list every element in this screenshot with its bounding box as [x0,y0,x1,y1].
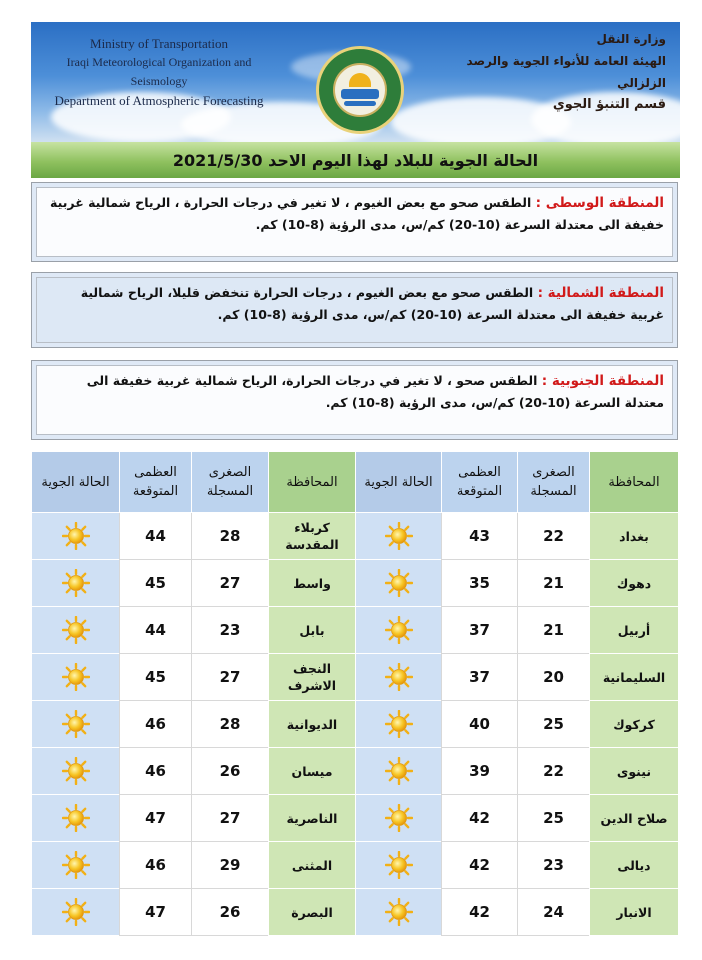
governorate-cell [269,889,356,936]
max-temp-cell: 44 [120,513,192,560]
sunny-icon [62,670,90,685]
region-central-forecast: الطقس صحو مع بعض الغيوم ، لا تغير في درجات الحرارة ، الرياح شمالية غربية خفيفة الى معتدلة السرعة (10-20) كم/س، مدى الرؤية (8-10) كم. [50,195,664,232]
governorate-name: البصرة [291,904,333,920]
region-central [31,182,678,262]
table-row [32,701,679,748]
region-south [31,360,678,440]
min-temp-cell: 28 [192,513,269,560]
max-temp-cell: 45 [120,560,192,607]
region-north-forecast: الطقس صحو مع بعض الغيوم ، درجات الحرارة تنخفض قليلا، الرياح شمالية غربية خفيفة الى معتدلة السرعة (10-20) كم/س، مدى الرؤية (8-10) كم. [80,285,664,322]
sky-condition-cell [356,513,442,560]
governorate-name: الانبار [616,904,652,920]
sunny-icon [385,576,413,591]
table-row [32,889,679,936]
table-row [32,513,679,560]
ministry-arabic [436,28,666,116]
governorate-cell [590,560,679,607]
sunny-icon [385,811,413,826]
governorate-name: ميسان [291,763,333,779]
governorate-cell [590,748,679,795]
governorate-name: دهوك [616,575,652,591]
table-row [32,654,679,701]
governorate-name: الديوانية [286,716,338,732]
region-south-forecast: الطقس صحو ، لا تغير في درجات الحرارة، الرياح شمالية غربية خفيفة الى معتدلة السرعة (10-20) كم/س، مدى الرؤية (8-10) كم. [86,373,664,410]
sky-condition-cell [356,701,442,748]
sunny-icon [62,717,90,732]
sky-condition-cell [356,795,442,842]
min-temp-cell: 29 [192,842,269,889]
governorate-cell [590,842,679,889]
region-south-text [36,365,673,435]
ministry-en-line-1: Ministry of Transportation [90,36,228,51]
sky-condition-cell [32,889,120,936]
sunny-icon [385,670,413,685]
governorate-name: واسط [293,575,331,591]
max-temp-cell: 42 [442,842,518,889]
table-row [32,748,679,795]
sky-condition-cell [32,748,120,795]
min-temp-cell: 25 [518,701,590,748]
governorate-cell [269,560,356,607]
min-temp-cell: 23 [518,842,590,889]
governorate-name: كربلاء المقدسة [285,520,339,552]
governorate-cell [269,701,356,748]
region-south-name: المنطقة الجنوبية : [541,373,664,389]
governorate-name: أربيل [617,622,651,638]
title-bar [31,142,680,178]
min-temp-cell: 22 [518,748,590,795]
page-title: الحالة الجوية للبلاد لهذا اليوم الاحد 2021/5/30 [172,150,539,170]
header-min: الصغرى المسجلة [192,452,269,513]
governorate-name: الناصرية [286,810,338,826]
min-temp-cell: 26 [192,889,269,936]
min-temp-cell: 25 [518,795,590,842]
sky-condition-cell [32,701,120,748]
ministry-ar-line-3: قسم التنبؤ الجوي [552,97,666,112]
max-temp-cell: 46 [120,748,192,795]
governorate-name: ديالى [617,857,651,873]
governorate-name: كركوك [613,716,655,732]
header-sky: الحالة الجوية [356,452,442,513]
sunny-icon [385,764,413,779]
header-max: العظمى المتوقعة [120,452,192,513]
min-temp-cell: 26 [192,748,269,795]
logo-emblem-icon [333,63,387,117]
region-central-name: المنطقة الوسطى : [535,195,664,211]
sunny-icon [62,811,90,826]
sunny-icon [62,764,90,779]
governorate-cell [590,889,679,936]
min-temp-cell: 20 [518,654,590,701]
governorate-name: السليمانية [602,669,666,685]
sky-condition-cell [356,748,442,795]
sunny-icon [385,905,413,920]
governorate-name: نينوى [616,763,652,779]
governorate-name: المثنى [291,857,333,873]
table-row [32,560,679,607]
max-temp-cell: 37 [442,607,518,654]
min-temp-cell: 27 [192,654,269,701]
region-north-text [36,277,673,343]
sky-condition-cell [32,607,120,654]
min-temp-cell: 24 [518,889,590,936]
sky-condition-cell [356,889,442,936]
sunny-icon [385,529,413,544]
min-temp-cell: 21 [518,607,590,654]
sky-condition-cell [32,513,120,560]
max-temp-cell: 47 [120,889,192,936]
governorate-cell [269,513,356,560]
max-temp-cell: 40 [442,701,518,748]
ministry-english [39,34,279,110]
sunny-icon [385,717,413,732]
sky-condition-cell [356,607,442,654]
max-temp-cell: 46 [120,701,192,748]
governorate-cell [269,795,356,842]
organization-logo [316,46,404,134]
header-governorate: المحافظة [590,452,679,513]
table-row [32,607,679,654]
sunny-icon [62,858,90,873]
min-temp-cell: 23 [192,607,269,654]
sunny-icon [62,623,90,638]
sunny-icon [62,529,90,544]
governorate-cell [269,748,356,795]
sky-condition-cell [32,842,120,889]
header-governorate: المحافظة [269,452,356,513]
sunny-icon [62,905,90,920]
ministry-en-line-3: Department of Atmospheric Forecasting [54,93,264,108]
max-temp-cell: 43 [442,513,518,560]
governorate-name: صلاح الدين [600,810,668,826]
governorate-cell [590,654,679,701]
max-temp-cell: 35 [442,560,518,607]
governorate-cell [590,701,679,748]
region-north-name: المنطقة الشمالية : [537,285,664,301]
ministry-en-line-2: Iraqi Meteorological Organization and Seismology [66,55,252,88]
max-temp-cell: 42 [442,889,518,936]
header-min: الصغرى المسجلة [518,452,590,513]
governorate-name: بابل [299,622,325,638]
sunny-icon [62,576,90,591]
table-header-row [32,452,679,513]
sky-condition-cell [32,795,120,842]
governorate-cell [590,513,679,560]
max-temp-cell: 44 [120,607,192,654]
ministry-ar-line-2: الهيئة العامة للأنواء الجوية والرصد الزلزالي [466,54,666,90]
governorate-cell [269,842,356,889]
weather-table [31,451,679,936]
header-max: العظمى المتوقعة [442,452,518,513]
table-row [32,842,679,889]
governorate-name: بغداد [619,528,649,544]
sky-condition-cell [356,560,442,607]
max-temp-cell: 46 [120,842,192,889]
sky-condition-cell [356,842,442,889]
max-temp-cell: 39 [442,748,518,795]
governorate-cell [590,607,679,654]
sky-condition-cell [356,654,442,701]
governorate-cell [269,654,356,701]
sunny-icon [385,623,413,638]
sunny-icon [385,858,413,873]
ministry-ar-line-1: وزارة النقل [596,32,666,46]
min-temp-cell: 21 [518,560,590,607]
sky-condition-cell [32,654,120,701]
min-temp-cell: 28 [192,701,269,748]
header-banner [31,22,680,142]
table-row [32,795,679,842]
header-sky: الحالة الجوية [32,452,120,513]
region-north [31,272,678,348]
governorate-name: النجف الاشرف [287,661,337,693]
region-central-text [36,187,673,257]
max-temp-cell: 45 [120,654,192,701]
max-temp-cell: 47 [120,795,192,842]
governorate-cell [590,795,679,842]
min-temp-cell: 27 [192,560,269,607]
max-temp-cell: 42 [442,795,518,842]
governorate-cell [269,607,356,654]
min-temp-cell: 22 [518,513,590,560]
sky-condition-cell [32,560,120,607]
min-temp-cell: 27 [192,795,269,842]
max-temp-cell: 37 [442,654,518,701]
